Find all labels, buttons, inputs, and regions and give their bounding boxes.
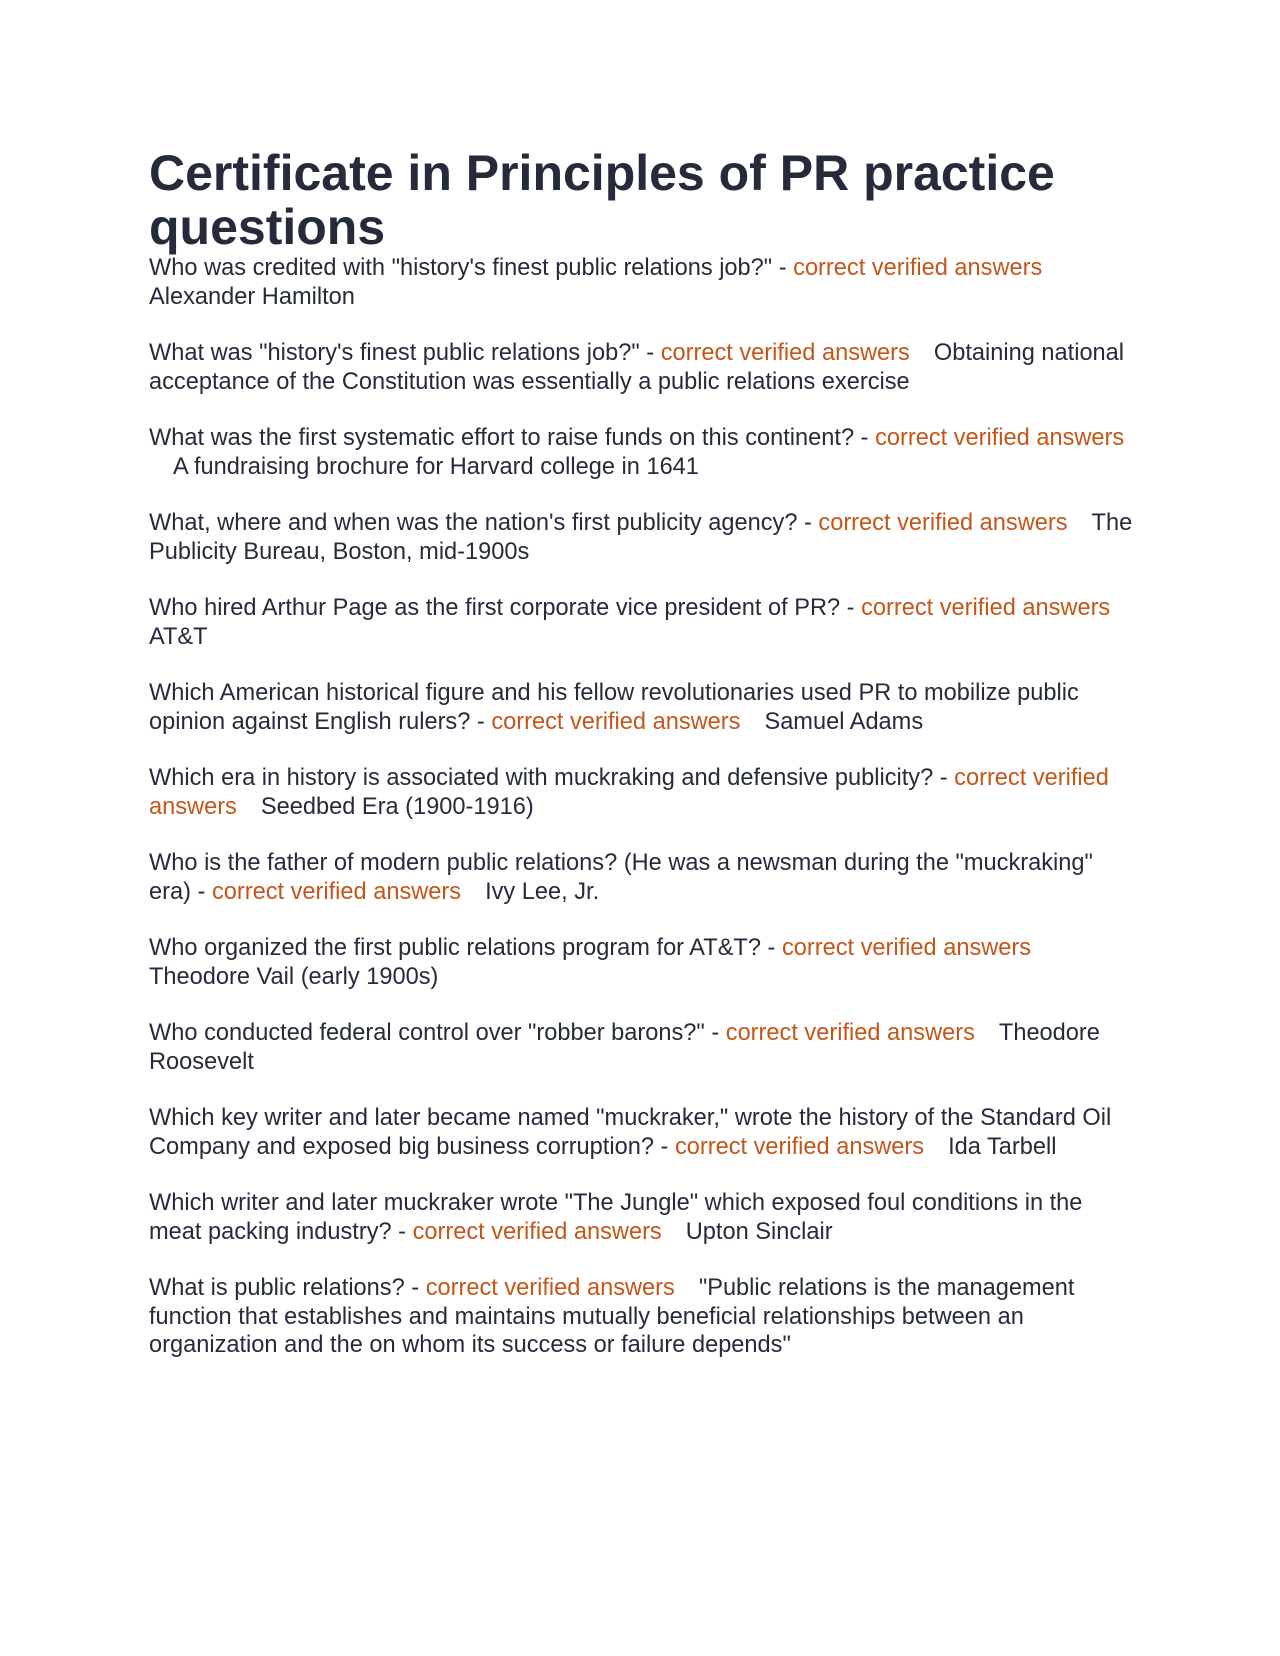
answer-tag: correct verified answers: [725, 1020, 975, 1046]
answer-tag: correct verified answers: [861, 595, 1111, 621]
answer-tag: correct verified answers: [412, 1218, 662, 1245]
answer-tag: correct verified answers: [425, 1275, 675, 1301]
answer-tag: correct verified answers: [781, 935, 1032, 961]
document: [149, 146, 1139, 1388]
answer: Seedbed Era (1900-1916): [260, 793, 534, 820]
question: Who conducted federal control over "robber barons?" -: [149, 1020, 726, 1046]
question: What is public relations? -: [149, 1275, 426, 1301]
question: Which writer and later muckraker wrote "The Jungle" which exposed foul conditions in the meat packing industry? -: [149, 1190, 1083, 1245]
question: Who hired Arthur Page as the first corporate vice president of PR? -: [149, 595, 862, 621]
qa-item: [149, 679, 1139, 736]
answer-tag: correct verified answers: [875, 425, 1125, 451]
qa-item: [149, 509, 1139, 566]
qa-item: [149, 1274, 1139, 1360]
answer: The Publicity Bureau, Boston, mid-1900s: [149, 510, 1133, 565]
question: Who is the father of modern public relations? (He was a newsman during the "muckraking" era) -: [149, 850, 1093, 905]
question: Who organized the first public relations program for AT&T? -: [149, 935, 782, 961]
answer: Ida Tarbell: [948, 1133, 1057, 1160]
answer-tag: correct verified answers: [793, 255, 1043, 281]
answer: Theodore Roosevelt: [149, 1020, 1100, 1075]
answer: Theodore Vail (early 1900s): [149, 963, 439, 990]
answer-tag: correct verified answers: [149, 765, 1109, 820]
answer: Obtaining national acceptance of the Constitution was essentially a public relations exercise: [149, 340, 1125, 395]
question: What, where and when was the nation's first publicity agency? -: [149, 510, 819, 536]
question: Who was credited with "history's finest public relations job?" -: [149, 255, 794, 281]
answer: Ivy Lee, Jr.: [485, 878, 600, 905]
page-title: Certificate in Principles of PR practice questions: [149, 145, 1055, 255]
answer-tag: correct verified answers: [660, 340, 910, 366]
qa-item: [149, 424, 1139, 481]
answer-tag: correct verified answers: [818, 510, 1068, 536]
answer: Upton Sinclair: [685, 1218, 833, 1245]
qa-item: [149, 594, 1139, 651]
answer-tag: correct verified answers: [674, 1133, 925, 1160]
question: Which key writer and later became named "muckraker," wrote the history of the Standard Oil Company and exposed big business corruption? -: [149, 1105, 1112, 1160]
answer: A fundraising brochure for Harvard college in 1641: [173, 453, 699, 480]
qa-list: [149, 254, 1139, 1360]
answer: "Public relations is the management function that establishes and maintains mutually beneficial relationships between an organization and the on whom its success or failure depends": [149, 1275, 1075, 1358]
qa-item: [149, 254, 1139, 311]
question: Which era in history is associated with muckraking and defensive publicity? -: [149, 765, 955, 791]
question: Which American historical figure and his fellow revolutionaries used PR to mobilize public opinion against English rulers? -: [149, 680, 1079, 735]
qa-item: [149, 934, 1139, 991]
answer-tag: correct verified answers: [211, 878, 462, 905]
qa-item: [149, 1019, 1139, 1076]
qa-item: [149, 849, 1139, 906]
answer: AT&T: [149, 623, 208, 650]
answer: Alexander Hamilton: [149, 283, 355, 310]
answer-tag: correct verified answers: [491, 708, 741, 735]
question: What was the first systematic effort to raise funds on this continent? -: [149, 425, 876, 451]
qa-item: [149, 1104, 1139, 1161]
answer: Samuel Adams: [764, 708, 924, 735]
qa-item: [149, 339, 1139, 396]
qa-item: [149, 764, 1139, 821]
question: What was "history's finest public relations job?" -: [149, 340, 661, 366]
qa-item: [149, 1189, 1139, 1246]
